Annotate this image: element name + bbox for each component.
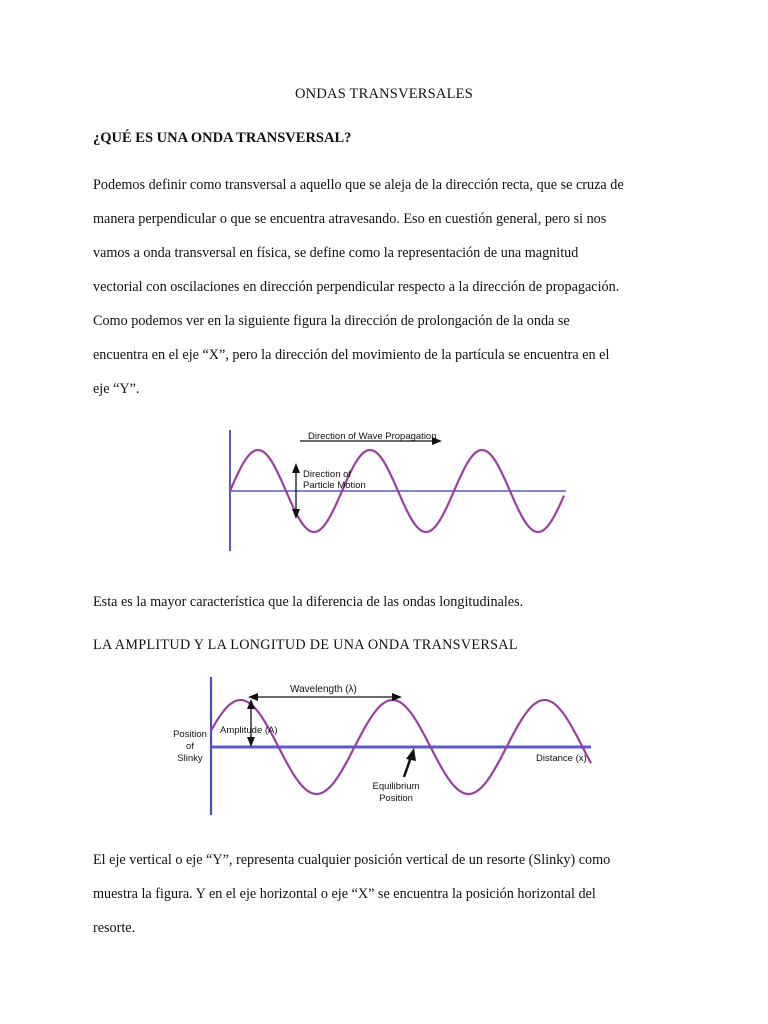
paragraph-line: vamos a onda transversal en física, se define como la representación de una magnitud <box>93 245 579 261</box>
section-heading-amplitude: LA AMPLITUD Y LA LONGITUD DE UNA ONDA TRANSVERSAL <box>93 637 518 653</box>
paragraph-line: El eje vertical o eje “Y”, representa cualquier posición vertical de un resorte (Slinky) como <box>93 852 611 868</box>
section-heading-what-is: ¿QUÉ ES UNA ONDA TRANSVERSAL? <box>93 130 352 146</box>
paragraph-line: encuentra en el eje “X”, pero la dirección del movimiento de la partícula se encuentra en el <box>93 347 610 363</box>
paragraph-line: Podemos definir como transversal a aquello que se aleja de la dirección recta, que se cruza de <box>93 177 624 193</box>
paragraph-slinky <box>93 843 683 945</box>
position-label-line2: of <box>186 741 194 752</box>
equilibrium-label-line1: Equilibrium <box>372 781 420 792</box>
position-label-line3: Slinky <box>177 753 203 764</box>
paragraph-definition <box>93 168 683 406</box>
equilibrium-arrow <box>404 757 411 777</box>
document-title: ONDAS TRANSVERSALES <box>295 86 473 102</box>
distance-label: Distance (x) <box>536 753 587 764</box>
wavelength-label: Wavelength (λ) <box>290 684 357 695</box>
transverse-wave-figure <box>222 425 582 555</box>
equilibrium-label-line2: Position <box>379 793 413 804</box>
paragraph-line: eje “Y”. <box>93 381 140 397</box>
caption-longitudinal: Esta es la mayor característica que la diferencia de las ondas longitudinales. <box>93 594 524 610</box>
paragraph-line: Como podemos ver en la siguiente figura la dirección de prolongación de la onda se <box>93 313 570 329</box>
propagation-label: Direction of Wave Propagation <box>308 431 437 442</box>
wavelength-arrowhead-left <box>248 693 258 701</box>
paragraph-line: manera perpendicular o que se encuentra atravesando. Eso en cuestión general, pero si nos <box>93 211 607 227</box>
particle-motion-arrowhead-up <box>292 463 300 473</box>
equilibrium-arrowhead <box>406 748 416 761</box>
particle-motion-label-line2: Particle Motion <box>303 480 366 491</box>
paragraph-line: muestra la figura. Y en el eje horizontal o eje “X” se encuentra la posición horizontal del <box>93 886 596 902</box>
paragraph-line: vectorial con oscilaciones en dirección perpendicular respecto a la dirección de propagación. <box>93 279 620 295</box>
particle-motion-label-line1: Direction of <box>303 469 352 480</box>
amplitude-wavelength-figure <box>168 675 598 825</box>
amplitude-arrowhead-up <box>247 699 255 709</box>
amplitude-label: Amplitude (A) <box>220 725 278 736</box>
paragraph-line: resorte. <box>93 920 136 936</box>
position-label-line1: Position <box>173 729 207 740</box>
